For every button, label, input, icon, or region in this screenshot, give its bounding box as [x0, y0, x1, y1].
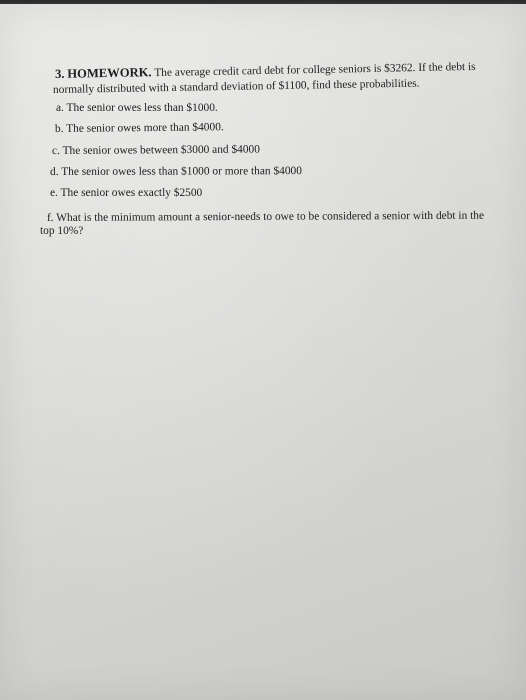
part-b: b. The senior owes more than $4000.	[54, 121, 224, 135]
part-f-line-2: top 10%?	[40, 225, 84, 237]
problem-intro-text-1: The average credit card debt for college seniors is $3262. If the debt is	[154, 60, 476, 80]
problem-intro-line-2: normally distributed with a standard deviation of $1100, find these probabilities.	[52, 77, 420, 96]
part-c: c. The senior owes between $3000 and $4000	[51, 143, 260, 157]
part-a: a. The senior owes less than $1000.	[56, 102, 218, 114]
part-f-line-1: f. What is the minimum amount a senior-needs to owe to be considered a senior with debt in the	[46, 209, 485, 224]
part-d: d. The senior owes less than $1000 or more than $4000	[49, 165, 302, 178]
problem-number: 3.	[54, 66, 65, 81]
paper-sheet	[0, 4, 526, 700]
homework-problem	[0, 4, 526, 700]
part-e: e. The senior owes exactly $2500	[50, 187, 203, 199]
problem-heading: HOMEWORK.	[67, 65, 152, 81]
